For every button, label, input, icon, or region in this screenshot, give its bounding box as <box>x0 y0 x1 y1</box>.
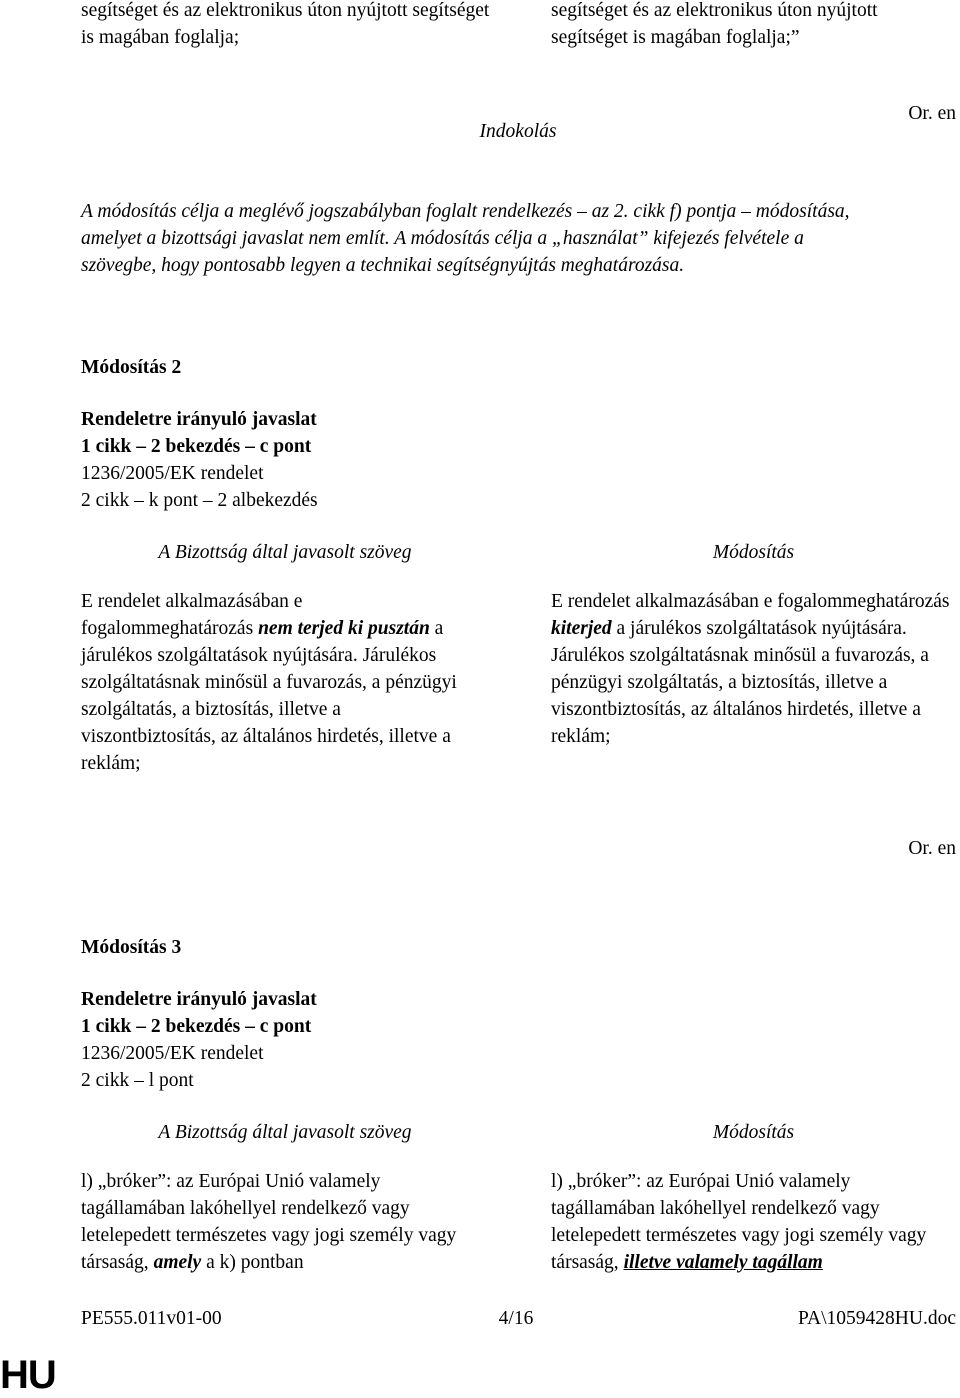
amendment-2-left-header: A Bizottság által javasolt szöveg <box>158 542 412 563</box>
footer-language-code: HU <box>0 1353 56 1397</box>
amendment-3-article: 1 cikk – 2 bekezdés – c pont <box>81 1016 312 1037</box>
amendment-3-regulation: 1236/2005/EK rendelet <box>81 1043 264 1064</box>
amendment-2-number: Módosítás 2 <box>81 357 182 378</box>
top-left-text: segítséget és az elektronikus úton nyújtott segítséget is magában foglalja; <box>81 0 490 48</box>
amendment-2-right-emphasis: kiterjed <box>551 618 612 639</box>
footer-page-number: 4/16 <box>498 1308 534 1329</box>
footer-file-name: PA\1059428HU.doc <box>798 1308 956 1329</box>
amendment-2-original-language-label: Or. en <box>908 838 956 859</box>
amendment-3-commission-text: l) „bróker”: az Európai Unió valamely tagállamában lakóhellyel rendelkező vagy letelepedett természetes vagy jogi személy vagy társaság, amely a k) pontban <box>81 1171 457 1273</box>
amendment-3-proposal: Rendeletre irányuló javaslat <box>81 989 317 1010</box>
amendment-2-commission-text: E rendelet alkalmazásában e fogalommeghatározás nem terjed ki pusztán a járulékos szolgáltatások nyújtására. Járulékos szolgáltatásnak minősül a fuvarozás, a pénzügyi szolgáltatás, a biztosítás, illetve a viszontbiztosítás, az általános hirdetés, illetve a reklám; <box>81 591 457 774</box>
amendment-3-left-emphasis: amely <box>153 1252 202 1273</box>
footer-doc-ref: PE555.011v01-00 <box>81 1308 222 1329</box>
justification-text: A módosítás célja a meglévő jogszabályban foglalt rendelkezés – az 2. cikk f) pontja – módosítása, amelyet a bizottsági javaslat nem említ. A módosítás célja a „használat” kifejezés felvétele a szövegbe, hogy pontosabb legyen a technikai segítségnyújtás meghatározása. <box>81 201 850 276</box>
amendment-3-right-emphasis: illetve valamely tagállam <box>623 1252 823 1273</box>
justification-title: Indokolás <box>479 121 557 142</box>
top-right-text: segítséget és az elektronikus úton nyújtott segítséget is magában foglalja;” <box>551 0 878 48</box>
amendment-2-subpoint: 2 cikk – k pont – 2 albekezdés <box>81 490 318 511</box>
amendment-3-amended-text: l) „bróker”: az Európai Unió valamely tagállamában lakóhellyel rendelkező vagy letelepedett természetes vagy jogi személy vagy társaság, illetve valamely tagállam <box>551 1171 927 1273</box>
amendment-3-number: Módosítás 3 <box>81 937 182 958</box>
amendment-2-article: 1 cikk – 2 bekezdés – c pont <box>81 436 312 457</box>
amendment-3-right-header: Módosítás <box>712 1122 795 1143</box>
amendment-3-subpoint: 2 cikk – l pont <box>81 1070 194 1091</box>
amendment-2-left-emphasis: nem terjed ki pusztán <box>258 618 430 639</box>
amendment-2-proposal: Rendeletre irányuló javaslat <box>81 409 317 430</box>
original-language-label: Or. en <box>908 103 956 124</box>
amendment-3-left-header: A Bizottság által javasolt szöveg <box>158 1122 412 1143</box>
amendment-2-regulation: 1236/2005/EK rendelet <box>81 463 264 484</box>
amendment-2-right-header: Módosítás <box>712 542 795 563</box>
amendment-2-amended-text: E rendelet alkalmazásában e fogalommeghatározás kiterjed a járulékos szolgáltatások nyújtására. Járulékos szolgáltatásnak minősül a fuvarozás, a pénzügyi szolgáltatás, a biztosítás, illetve a viszontbiztosítás, az általános hirdetés, illetve a reklám; <box>551 591 950 747</box>
